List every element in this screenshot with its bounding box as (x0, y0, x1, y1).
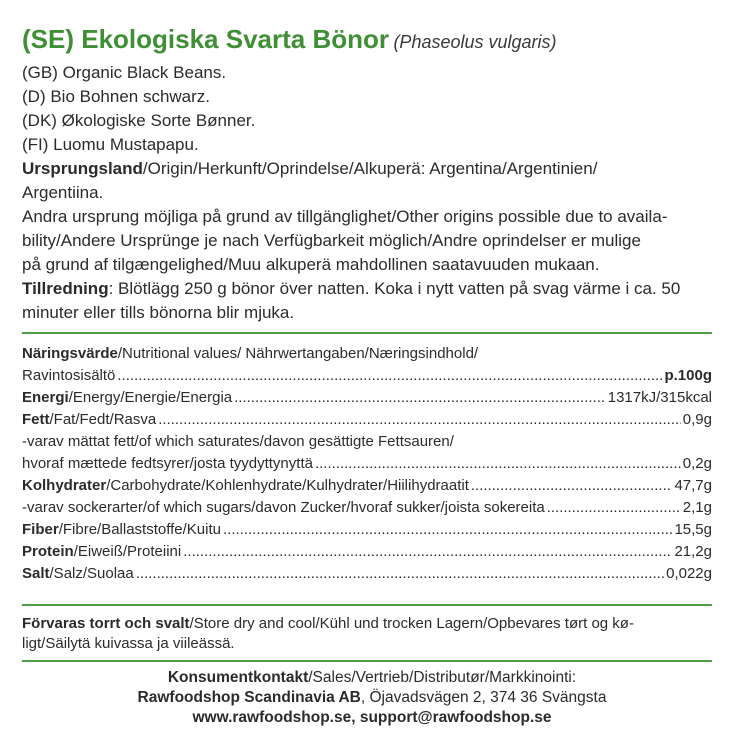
carbohydrate-langs: /Carbohydrate/Kohlenhydrate/Kulhydrater/Hiilihydraatit (106, 477, 469, 494)
web-email[interactable]: www.rawfoodshop.se, support@rawfoodshop.se (192, 709, 552, 726)
leader-dots (117, 365, 662, 387)
contact-label: Konsumentkontakt (167, 669, 309, 686)
company-address: , Öjavadsvägen 2, 374 36 Svängsta (360, 689, 607, 706)
leader-dots (315, 453, 681, 475)
origin-line (22, 157, 722, 181)
company-name: Rawfoodshop Scandinavia AB (137, 689, 361, 706)
salt-label: Salt (22, 565, 50, 582)
product-info (22, 22, 722, 325)
origin-label: Ursprungsland (22, 159, 143, 178)
translation-dk: (DK) Økologiske Sorte Bønner. (22, 111, 256, 130)
fiber-langs: /Fibre/Ballaststoffe/Kuitu (58, 521, 221, 538)
storage-label: Förvaras torrt och svalt (22, 615, 190, 632)
carbohydrate-value: 47,7g (674, 477, 712, 494)
translation-de: (D) Bio Bohnen schwarz. (22, 87, 211, 106)
contact-info (22, 668, 722, 728)
leader-dots (234, 387, 606, 409)
row-carbohydrate (22, 475, 712, 497)
storage-line-1 (22, 614, 712, 634)
divider (22, 604, 712, 606)
leader-dots (136, 563, 664, 585)
preparation-line (22, 277, 722, 301)
row-salt (22, 563, 712, 585)
saturates-label-2: hvoraf mættede fedtsyrer/josta tyydyttynyttä (22, 455, 313, 472)
other-origins-3: på grund af tilgængelighed/Muu alkuperä mahdollinen saatavuuden mukaan. (22, 255, 600, 274)
salt-langs: /Salz/Suolaa (49, 565, 134, 582)
storage-info (22, 614, 712, 654)
carbohydrate-label: Kolhydrater (22, 477, 107, 494)
row-saturates-2 (22, 453, 712, 475)
latin-name: (Phaseolus vulgaris) (393, 32, 557, 52)
preparation-line-2: minuter eller tills bönorna blir mjuka. (22, 303, 295, 322)
saturates-label-1: -varav mättat fett/of which saturates/davon gesättigte Fettsauren/ (22, 433, 454, 450)
fat-label: Fett (22, 411, 50, 428)
preparation-label: Tillredning (22, 279, 109, 298)
row-fat (22, 409, 712, 431)
sugars-value: 2,1g (682, 499, 712, 516)
protein-value: 21,2g (674, 543, 712, 560)
origin-text: /Origin/Herkunft/Oprindelse/Alkuperä: Argentina/Argentinien/ (142, 159, 598, 178)
per-100g-label: p.100g (664, 367, 712, 384)
storage-line-2: ligt/Säilytä kuivassa ja viileässä. (22, 635, 235, 652)
translation-gb: (GB) Organic Black Beans. (22, 63, 227, 82)
other-origins-1: Andra ursprung möjliga på grund av tillgänglighet/Other origins possible due to availa- (22, 207, 668, 226)
product-title: (SE) Ekologiska Svarta Bönor (22, 24, 389, 54)
saturates-value: 0,2g (682, 455, 712, 472)
energy-langs: /Energy/Energie/Energia (68, 389, 233, 406)
contact-line-1 (22, 668, 722, 688)
nutrition-header (22, 343, 712, 365)
nutrition-header-label: Näringsvärde (22, 345, 118, 362)
row-fiber (22, 519, 712, 541)
divider (22, 660, 712, 662)
fiber-value: 15,5g (674, 521, 712, 538)
row-sugars (22, 497, 712, 519)
leader-dots (223, 519, 672, 541)
protein-label: Protein (22, 543, 74, 560)
salt-value: 0,022g (666, 565, 712, 582)
row-protein (22, 541, 712, 563)
energy-value: 1317kJ/315kcal (607, 389, 712, 406)
row-energy (22, 387, 712, 409)
nutrition-header-fi: Ravintosisältö (22, 367, 116, 384)
row-saturates-1 (22, 431, 712, 453)
fiber-label: Fiber (22, 521, 59, 538)
nutrition-header-langs: /Nutritional values/ Nährwertangaben/Næringsindhold/ (117, 345, 479, 362)
leader-dots (547, 497, 681, 519)
sugars-label: -varav sockerarter/of which sugars/davon Zucker/hvoraf sukker/joista sokereita (22, 499, 545, 516)
origin-line-2: Argentiina. (22, 183, 104, 202)
contact-roles: /Sales/Vertrieb/Distributør/Markkinointi: (308, 669, 577, 686)
fat-langs: /Fat/Fedt/Rasva (49, 411, 157, 428)
nutrition-table (22, 343, 712, 585)
protein-langs: /Eiweiß/Proteiini (73, 543, 182, 560)
storage-text: /Store dry and cool/Kühl und trocken Lagern/Opbevares tørt og kø- (189, 615, 634, 632)
other-origins-2: bility/Andere Ursprünge je nach Verfügbarkeit möglich/Andre oprindelser er mulige (22, 231, 641, 250)
translation-fi: (FI) Luomu Mustapapu. (22, 135, 199, 154)
leader-dots (471, 475, 673, 497)
divider (22, 332, 712, 334)
energy-label: Energi (22, 389, 69, 406)
nutrition-header-row-2 (22, 365, 712, 387)
contact-line-2 (22, 688, 722, 708)
fat-value: 0,9g (682, 411, 712, 428)
preparation-text: : Blötlägg 250 g bönor över natten. Koka i nytt vatten på svag värme i ca. 50 (108, 279, 681, 298)
leader-dots (158, 409, 681, 431)
leader-dots (183, 541, 672, 563)
title-row (22, 22, 722, 61)
